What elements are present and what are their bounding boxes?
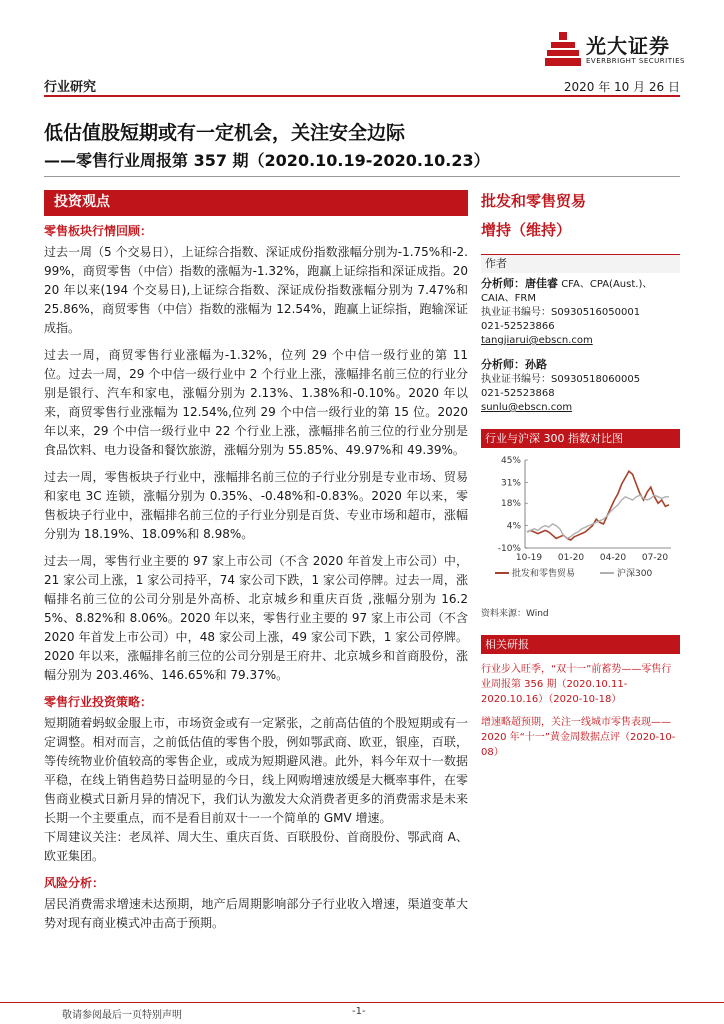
author-bar: 作者 — [481, 254, 680, 273]
analyst-2-email[interactable]: sunlu@ebscn.com — [481, 402, 573, 413]
rating: 增持（维持） — [481, 221, 572, 239]
paragraph-6: 下周建议关注：老凤祥、周大生、重庆百货、百联股份、首商股份、鄂武商 A、欧亚集团。 — [44, 830, 468, 863]
analyst-2 — [481, 358, 680, 415]
paragraph-4: 过去一周，零售行业主要的 97 家上市公司（不含 2020 年首发上市公司）中，21 家公司上涨，1 家公司持平，74 家公司下跌，1 家公司停牌。过去一周，涨幅排名前三位的公司分别是外高桥、北京城乡和重庆百货 ,涨幅分别为 16.25%、8.82%和 8.06%。2020 年以来，零售行业主要的 97 家上市公司（不含 2020 年首发上市公司）中，48 家公司上涨，49 家公司下跌，1 家公司停牌。2020 年以来，涨幅排名前三位的公司分别是王府井、北京城乡和首商股份，涨幅分别为 203.46%、146.65%和 79.37%。 — [44, 554, 468, 682]
analyst-1-name: 分析师：唐佳睿 — [481, 277, 558, 290]
x-tick-label: 04-20 — [599, 553, 627, 563]
y-tick-label: 31% — [500, 478, 521, 489]
legend-label-2: 沪深300 — [617, 569, 653, 579]
y-tick-label: 45% — [500, 456, 521, 466]
chart-bar: 行业与沪深 300 指数对比图 — [481, 429, 680, 448]
strategy-heading: 零售行业投资策略： — [44, 695, 153, 709]
related-report-2[interactable]: 增速略超预期，关注一线城市零售表现——2020 年“十一”黄金周数据点评（2020-10-08） — [481, 717, 676, 758]
page-number: -1- — [352, 1006, 366, 1017]
analyst-1-phone: 021-52523866 — [481, 321, 555, 332]
x-tick-label: 07-20 — [641, 553, 669, 563]
analyst-1-cred: CFA、CPA(Aust.)、CAIA、FRM — [481, 279, 653, 304]
paragraph-2: 过去一周，商贸零售行业涨幅为-1.32%，位列 29 个中信一级行业的第 11 位。过去一周，29 个中信一级行业中 2 个行业上涨，涨幅排名前三位的行业分别是银行、汽车和家电，涨幅分别为 2.13%、1.38%和-0.10%。2020 年以来，商贸零售行业涨幅为 12.54%,位列 29 个中信一级行业的第 15 位。2020 年以来，29 个中信一级行业中 22 个行业上涨，涨幅排名前三位的行业分别是食品饮料、电力设备和餐饮旅游，涨幅分别为 55.85%、49.97%和 49.39%。 — [44, 348, 468, 457]
paragraph-1: 过去一周（5 个交易日），上证综合指数、深证成份指数涨幅分别为-1.75%和-2.99%，商贸零售（中信）指数的涨幅为-1.32%，跑赢上证综指和深证成指。2020 年以来(194 个交易日),上证综合指数、深证成份指数涨幅分别为 7.47%和 25.86%，商贸零售（中信）指数的涨幅为 12.54%，跑赢上证综指，跑输深证成指。 — [44, 245, 468, 335]
report-title: 低估值股短期或有一定机会，关注安全边际 — [44, 122, 406, 144]
paragraph-5: 短期随着蚂蚁金服上市，市场资金或有一定紧张，之前高估值的个股短期或有一定调整。相对而言，之前低估值的零售个股，例如鄂武商、欧亚，银座，百联，等传统物业价值较高的零售企业，或成为短期避风港。此外，料今年双十一数据平稳，在线上销售趋势日益明显的今日，线上网购增速放缓是大概率事件，在零售商业模式日新月异的情况下，我们认为激发大众消费者更多的消费需求是未来长期一个主要重点，而不是看目前双十一一个简单的 GMV 增速。 — [44, 716, 468, 825]
analyst-2-name: 分析师：孙路 — [481, 358, 547, 371]
y-tick-label: -10% — [497, 544, 521, 554]
chart-source: 资料来源：Wind — [481, 609, 549, 619]
analyst-2-cert: 执业证书编号：S0930518060005 — [481, 374, 641, 385]
header-divider — [44, 95, 680, 97]
analyst-1-cert: 执业证书编号：S0930516050001 — [481, 307, 641, 318]
legend-label-1: 批发和零售贸易 — [512, 569, 576, 579]
paragraph-7: 居民消费需求增速未达预期，地产后周期影响部分子行业收入增速，渠道变革大势对现有商业模式冲击高于预期。 — [44, 897, 468, 930]
logo-subtext: EVERBRIGHT SECURITIES — [586, 57, 685, 65]
analyst-2-phone: 021-52523868 — [481, 388, 555, 399]
section-banner-label: 投资观点 — [54, 194, 110, 210]
related-bar: 相关研报 — [481, 635, 680, 654]
industry-name: 批发和零售贸易 — [481, 192, 587, 210]
side-column — [481, 190, 680, 760]
y-tick-label: 18% — [500, 499, 521, 510]
x-tick-label: 10-19 — [515, 553, 543, 563]
x-tick-label: 01-20 — [557, 553, 585, 563]
related-report-1[interactable]: 行业步入旺季，“双十一”前蓄势——零售行业周报第 356 期（2020.10.11-2020.10.16）（2020-10-18） — [481, 664, 672, 705]
title-divider — [44, 176, 680, 177]
footer-divider — [0, 1002, 724, 1003]
market-review-heading: 零售板块行情回顾： — [44, 224, 153, 238]
analyst-1-email[interactable]: tangjiarui@ebscn.com — [481, 335, 593, 346]
report-date: 2020 年 10 月 26 日 — [563, 80, 680, 94]
report-category: 行业研究 — [44, 80, 97, 95]
section-banner — [44, 190, 468, 216]
risk-heading: 风险分析： — [44, 876, 105, 890]
footer-disclaimer: 敬请参阅最后一页特别声明 — [62, 1010, 182, 1021]
index-comparison-chart — [481, 448, 680, 598]
series-line-1 — [527, 471, 669, 540]
y-tick-label: 4% — [506, 521, 521, 532]
paragraph-3: 过去一周，零售板块子行业中，涨幅排名前三位的子行业分别是专业市场、贸易和家电 3C 连锁，涨幅分别为 0.35%、-0.48%和-0.83%。2020 年以来，零售板块子行业中，涨幅排名前三位的子行业分别是百货、专业市场和超市，涨幅分别为 18.19%、18.09%和 8.98%。 — [44, 470, 468, 541]
analyst-1 — [481, 277, 680, 348]
report-subtitle: ——零售行业周报第 357 期（2020.10.19-2020.10.23） — [44, 151, 490, 170]
main-column — [44, 190, 468, 941]
logo-text: 光大证券 — [586, 34, 670, 58]
everbright-logo-icon — [545, 32, 581, 68]
